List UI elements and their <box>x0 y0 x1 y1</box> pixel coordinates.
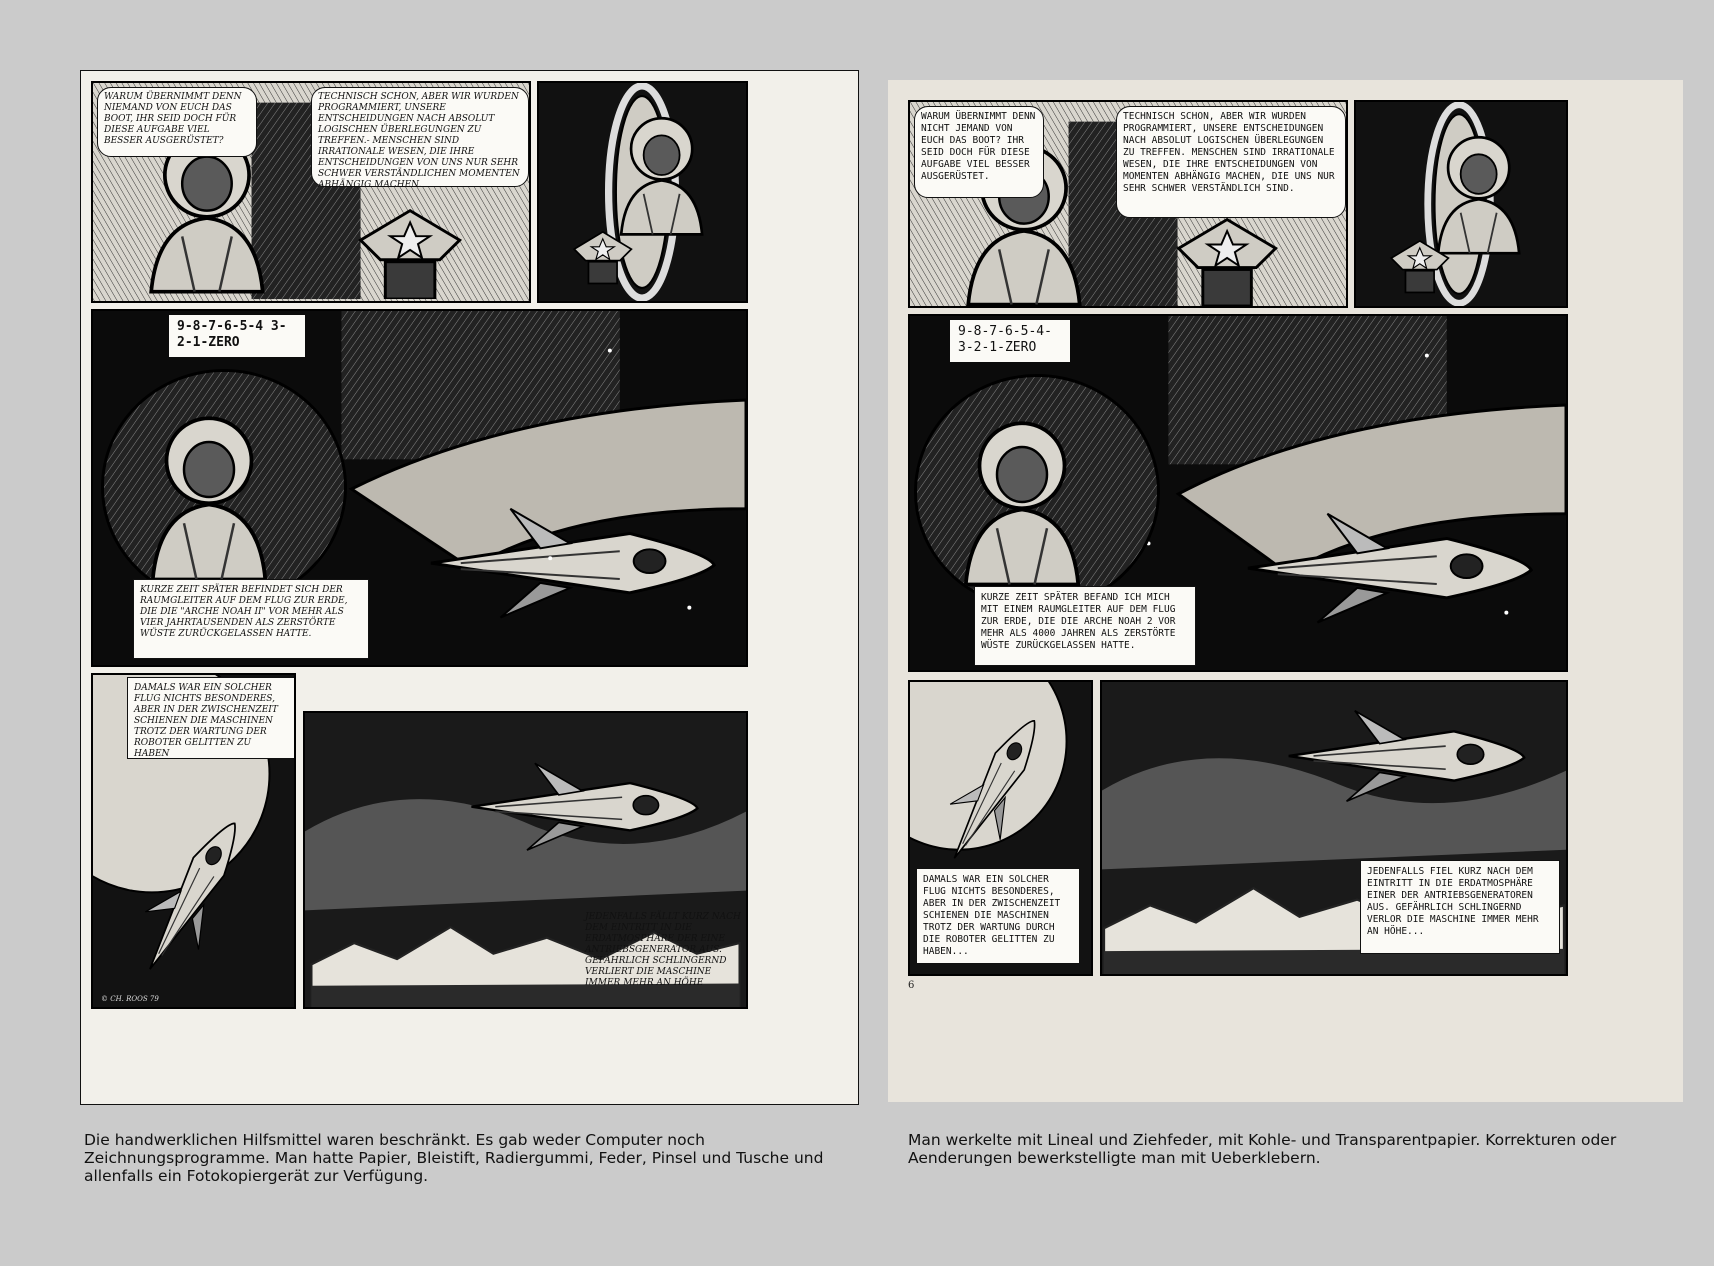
panel-atmosphere <box>303 711 748 1009</box>
caption-box: JEDENFALLS FÄLLT KURZ NACH DEM EINTRITT IN DIE ERDATMOSPHÄRE DER EINE ANTRIEBSGENERATOR AUS. GEFÄHRLICH SCHLINGERND VERLIERT DIE MASCHINE IMMER MEHR AN HÖHE <box>585 912 741 988</box>
description-left: Die handwerklichen Hilfsmittel waren beschränkt. Es gab weder Computer noch Zeichnungsprogramme. Man hatte Papier, Bleistift, Radiergummi, Feder, Pinsel und Tusche und allenfalls ein Fotokopiergerät zur Verfügung. <box>84 1131 824 1185</box>
original-artwork-page <box>80 70 859 1105</box>
caption-box: DAMALS WAR EIN SOLCHER FLUG NICHTS BESONDERES, ABER IN DER ZWISCHENZEIT SCHIENEN DIE MASCHINEN TROTZ DER WARTUNG DER ROBOTER GELITTEN ZU HABEN <box>127 677 295 759</box>
panel-atmosphere <box>1100 680 1568 976</box>
panel-art <box>1356 102 1566 306</box>
countdown-text: 9-8-7-6-5-4 3-2-1-ZERO <box>169 315 305 357</box>
countdown-text: 9-8-7-6-5-4- 3-2-1-ZERO <box>950 320 1070 362</box>
panel-ship-descending <box>91 673 296 1009</box>
circle-inset-pilot <box>914 374 1160 610</box>
panel-art <box>539 83 746 301</box>
caption-box: DAMALS WAR EIN SOLCHER FLUG NICHTS BESONDERES, ABER IN DER ZWISCHENZEIT SCHIENEN DIE MASCHINEN TROTZ DER WARTUNG DURCH DIE ROBOTER GELITTEN ZU HABEN... <box>916 868 1080 964</box>
circle-inset-pilot <box>101 369 347 605</box>
artist-signature: © CH. ROOS 79 <box>101 995 159 1003</box>
description-right: Man werkelte mit Lineal und Ziehfeder, mit Kohle- und Transparentpapier. Korrekturen oder Aenderungen bewerkstelligte man mit Ueberklebern. <box>908 1131 1617 1167</box>
panel-hatch <box>537 81 748 303</box>
speech-balloon-astronaut: WARUM ÜBERNIMMT DENN NICHT JEMAND VON EUCH DAS BOOT? IHR SEID DOCH FÜR DIESE AUFGABE VIEL BESSER AUSGERÜSTET. <box>914 106 1044 198</box>
panel-ship-descending <box>908 680 1093 976</box>
speech-balloon-astronaut: WARUM ÜBERNIMMT DENN NIEMAND VON EUCH DAS BOOT, IHR SEID DOCH FÜR DIESE AUFGABE VIEL BESSER AUSGERÜSTET? <box>97 87 257 157</box>
panel-launch <box>908 314 1568 672</box>
panel-cockpit-dialogue <box>908 100 1348 308</box>
caption-box: KURZE ZEIT SPÄTER BEFINDET SICH DER RAUMGLEITER AUF DEM FLUG ZUR ERDE, DIE DIE "ARCHE NOAH II" VOR MEHR ALS VIER JAHRTAUSENDEN ALS ZERSTÖRTE WÜSTE ZURÜCKGELASSEN HATTE. <box>133 579 369 659</box>
caption-box: KURZE ZEIT SPÄTER BEFAND ICH MICH MIT EINEM RAUMGLEITER AUF DEM FLUG ZUR ERDE, DIE DIE ARCHE NOAH 2 VOR MEHR ALS 4000 JAHREN ALS ZERSTÖRTE WÜSTE ZURÜCKGELASSEN HATTE. <box>974 586 1196 666</box>
page-number: 6 <box>908 980 915 991</box>
printed-page <box>888 80 1683 1102</box>
panel-cockpit-dialogue <box>91 81 531 303</box>
panel-launch <box>91 309 748 667</box>
caption-box: JEDENFALLS FIEL KURZ NACH DEM EINTRITT IN DIE ERDATMOSPHÄRE EINER DER ANTRIEBSGENERATOREN AUS. GEFÄHRLICH SCHLINGERND VERLOR DIE MASCHINE IMMER MEHR AN HÖHE... <box>1360 860 1560 954</box>
speech-balloon-robot: TECHNISCH SCHON, ABER WIR WURDEN PROGRAMMIERT, UNSERE ENTSCHEIDUNGEN NACH ABSOLUT LOGISCHEN ÜBERLEGUNGEN ZU TREFFEN.- MENSCHEN SIND IRRATIONALE WESEN, DIE IHRE ENTSCHEIDUNGEN VON UNS NUR SEHR SCHWER VERSTÄNDLICHEN MOMENTEN ABHÄNGIG MACHEN. <box>311 87 529 187</box>
panel-hatch <box>1354 100 1568 308</box>
speech-balloon-robot: TECHNISCH SCHON, ABER WIR WURDEN PROGRAMMIERT, UNSERE ENTSCHEIDUNGEN NACH ABSOLUT LOGISCHEN ÜBERLEGUNGEN ZU TREFFEN. MENSCHEN SIND IRRATIONALE WESEN, DIE IHRE ENTSCHEIDUNGEN VON MOMENTEN ABHÄNGIG MACHEN, DIE UNS NUR SEHR SCHWER VERSTÄNDLICH SIND. <box>1116 106 1346 218</box>
